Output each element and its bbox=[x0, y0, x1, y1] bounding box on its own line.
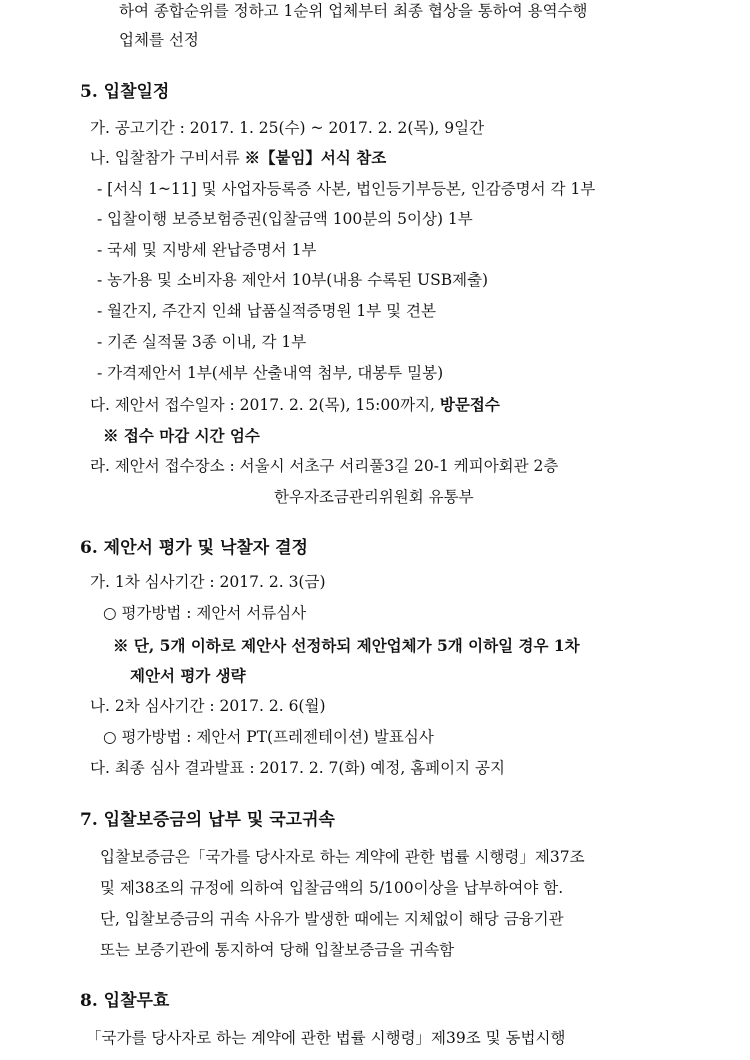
visit-submission: 방문접수 bbox=[439, 395, 500, 414]
final-result-announcement: 다. 최종 심사 결과발표 : 2017. 2. 7(화) 예정, 홈페이지 공지 bbox=[90, 759, 505, 777]
document-item: - [서식 1~11] 및 사업자등록증 사본, 법인등기부등본, 인감증명서 각 1부 bbox=[97, 180, 596, 198]
first-review-method: ○ 평가방법 : 제안서 서류심사 bbox=[103, 604, 307, 622]
first-review-period: 가. 1차 심사기간 : 2017. 2. 3(금) bbox=[90, 573, 326, 591]
section-5-heading: 5. 입찰일정 bbox=[80, 82, 170, 102]
deadline-note: ※ 접수 마감 시간 엄수 bbox=[103, 426, 260, 445]
required-documents-text: 나. 입찰참가 구비서류 bbox=[90, 149, 245, 167]
document-item: - 국세 및 지방세 완납증명서 1부 bbox=[97, 241, 317, 259]
document-item: - 가격제안서 1부(세부 산출내역 첨부, 대봉투 밀봉) bbox=[97, 364, 444, 382]
invalid-bid-line-1: 「국가를 당사자로 하는 계약에 관한 법률 시행령」제39조 및 동법시행 bbox=[86, 1029, 566, 1047]
required-documents-label bbox=[90, 150, 386, 167]
submission-date-text: 다. 제안서 접수일자 : 2017. 2. 2(목), 15:00까지, bbox=[90, 396, 440, 414]
deposit-paragraph-line: 및 제38조의 규정에 의하여 입찰금액의 5/100이상을 납부하여야 함. bbox=[100, 879, 564, 897]
deposit-paragraph-line: 또는 보증기관에 통지하여 당해 입찰보증금을 귀속함 bbox=[100, 941, 455, 959]
document-item: - 기존 실적물 3종 이내, 각 1부 bbox=[97, 333, 307, 351]
section-7-heading: 7. 입찰보증금의 납부 및 국고귀속 bbox=[80, 810, 335, 830]
attachment-note: ※【붙임】서식 참조 bbox=[244, 148, 387, 167]
intro-line-2: 업체를 선정 bbox=[119, 31, 199, 49]
first-review-note-2: 제안서 평가 생략 bbox=[130, 666, 246, 685]
deposit-paragraph-line: 입찰보증금은「국가를 당사자로 하는 계약에 관한 법률 시행령」제37조 bbox=[100, 848, 585, 866]
submission-place-line-2: 한우자조금관리위원회 유통부 bbox=[274, 488, 474, 506]
submission-place-line-1: 라. 제안서 접수장소 : 서울시 서초구 서리풀3길 20-1 케피아회관 2층 bbox=[90, 457, 559, 475]
second-review-period: 나. 2차 심사기간 : 2017. 2. 6(월) bbox=[90, 697, 326, 715]
section-8-heading: 8. 입찰무효 bbox=[80, 991, 170, 1011]
first-review-note-1: ※ 단, 5개 이하로 제안사 선정하되 제안업체가 5개 이하일 경우 1차 bbox=[113, 636, 580, 655]
deposit-paragraph-line: 단, 입찰보증금의 귀속 사유가 발생한 때에는 지체없이 해당 금융기관 bbox=[100, 910, 564, 928]
document-item: - 농가용 및 소비자용 제안서 10부(내용 수록된 USB제출) bbox=[97, 271, 489, 289]
second-review-method: ○ 평가방법 : 제안서 PT(프레젠테이션) 발표심사 bbox=[103, 728, 434, 746]
schedule-announcement-period: 가. 공고기간 : 2017. 1. 25(수) ~ 2017. 2. 2(목), 9일간 bbox=[90, 119, 485, 137]
document-item: - 입찰이행 보증보험증권(입찰금액 100분의 5이상) 1부 bbox=[97, 210, 473, 228]
section-6-heading: 6. 제안서 평가 및 낙찰자 결정 bbox=[80, 538, 308, 558]
intro-line-1: 하여 종합순위를 정하고 1순위 업체부터 최종 협상을 통하여 용역수행 bbox=[119, 2, 588, 20]
submission-date-line bbox=[90, 397, 500, 414]
document-item: - 월간지, 주간지 인쇄 납품실적증명원 1부 및 견본 bbox=[97, 302, 437, 320]
